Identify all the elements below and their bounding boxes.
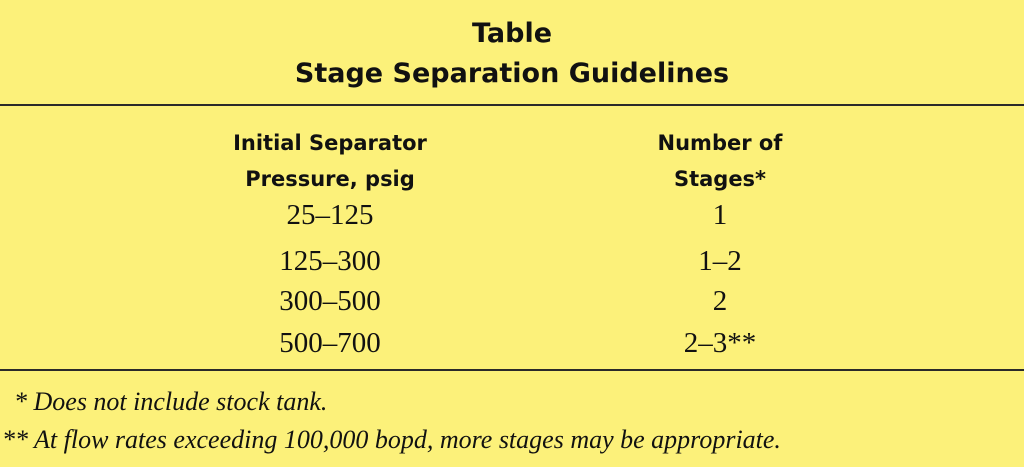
- table-title: Table: [471, 18, 553, 49]
- bottom-rule: [0, 369, 1024, 371]
- pressure-cell: 500–700: [279, 327, 381, 359]
- top-rule: [0, 104, 1024, 106]
- stages-cell: 2–3**: [683, 327, 757, 359]
- footnote-double-asterisk: ** At flow rates exceeding 100,000 bopd, more stages may be appropriate.: [2, 425, 781, 454]
- pressure-cell: 25–125: [286, 199, 374, 231]
- stages-cell: 1–2: [698, 245, 742, 277]
- footnote-single-asterisk: * Does not include stock tank.: [14, 387, 328, 416]
- table-subtitle: Stage Separation Guidelines: [294, 58, 730, 89]
- stages-header-line2: Stages*: [673, 167, 767, 191]
- pressure-cell: 125–300: [279, 245, 381, 277]
- stages-cell: 1: [712, 199, 728, 231]
- pressure-header-line2: Pressure, psig: [245, 167, 415, 191]
- pressure-header-line1: Initial Separator: [233, 131, 427, 155]
- stages-cell: 2: [712, 285, 728, 317]
- stages-header-line1: Number of: [657, 131, 783, 155]
- pressure-cell: 300–500: [279, 285, 381, 317]
